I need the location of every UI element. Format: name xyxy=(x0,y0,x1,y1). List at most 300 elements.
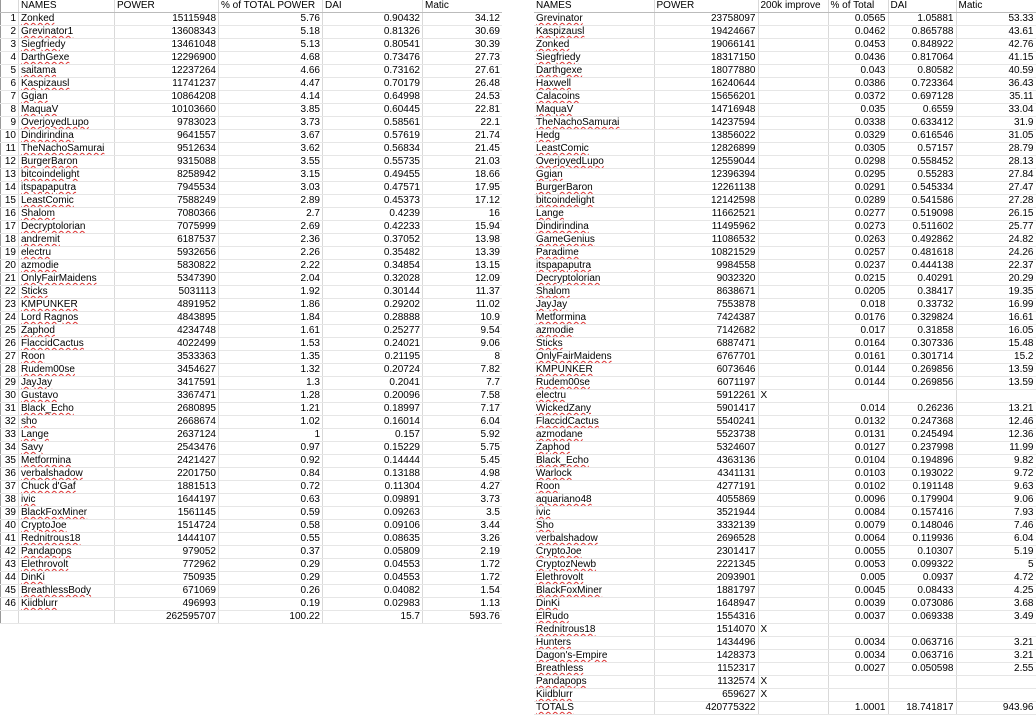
value-cell[interactable]: 1.28 xyxy=(219,390,323,403)
value-cell[interactable]: 3533363 xyxy=(115,351,219,364)
value-cell[interactable]: 27.61 xyxy=(423,65,503,78)
value-cell[interactable] xyxy=(888,676,956,689)
value-cell[interactable]: 0.0237 xyxy=(828,260,888,273)
value-cell[interactable]: 16.61 xyxy=(956,312,1036,325)
value-cell[interactable]: 17.95 xyxy=(423,182,503,195)
value-cell[interactable]: 0.519098 xyxy=(888,208,956,221)
value-cell[interactable]: 3367471 xyxy=(115,390,219,403)
value-cell[interactable]: 4.98 xyxy=(423,468,503,481)
value-cell[interactable]: 43.61 xyxy=(956,26,1036,39)
value-cell[interactable]: 3.5 xyxy=(423,507,503,520)
value-cell[interactable]: 2301417 xyxy=(654,546,758,559)
row-number[interactable]: 4 xyxy=(1,52,19,65)
value-cell[interactable]: 0.558452 xyxy=(888,156,956,169)
value-cell[interactable]: 0.29 xyxy=(219,559,323,572)
value-cell[interactable]: 15.94 xyxy=(423,221,503,234)
row-number[interactable]: 16 xyxy=(1,208,19,221)
value-cell[interactable]: 0.60445 xyxy=(323,104,423,117)
value-cell[interactable]: 1.61 xyxy=(219,325,323,338)
value-cell[interactable] xyxy=(758,520,828,533)
value-cell[interactable]: 0.0263 xyxy=(828,234,888,247)
column-header[interactable] xyxy=(1,0,19,13)
value-cell[interactable]: 12237264 xyxy=(115,65,219,78)
name-cell[interactable]: TheNachoSamurai xyxy=(534,117,654,130)
row-number[interactable]: 5 xyxy=(1,65,19,78)
value-cell[interactable]: 4.14 xyxy=(219,91,323,104)
value-cell[interactable]: 0.0289 xyxy=(828,195,888,208)
value-cell[interactable]: 15.7 xyxy=(323,611,423,624)
value-cell[interactable] xyxy=(758,286,828,299)
value-cell[interactable]: 11.37 xyxy=(423,286,503,299)
row-number[interactable]: 19 xyxy=(1,247,19,260)
value-cell[interactable]: 21.45 xyxy=(423,143,503,156)
value-cell[interactable]: 0.58 xyxy=(219,520,323,533)
value-cell[interactable]: 0.18997 xyxy=(323,403,423,416)
value-cell[interactable] xyxy=(828,390,888,403)
value-cell[interactable]: 1.92 xyxy=(219,286,323,299)
value-cell[interactable]: 0.0277 xyxy=(828,208,888,221)
value-cell[interactable]: 4891952 xyxy=(115,299,219,312)
value-cell[interactable]: 0.73476 xyxy=(323,52,423,65)
value-cell[interactable] xyxy=(758,182,828,195)
value-cell[interactable]: 0.0079 xyxy=(828,520,888,533)
name-cell[interactable]: Gustavo xyxy=(19,390,115,403)
value-cell[interactable]: 16240644 xyxy=(654,78,758,91)
value-cell[interactable]: 19066141 xyxy=(654,39,758,52)
value-cell[interactable]: 0.24021 xyxy=(323,338,423,351)
value-cell[interactable] xyxy=(758,429,828,442)
row-number[interactable]: 44 xyxy=(1,572,19,585)
value-cell[interactable]: 1.84 xyxy=(219,312,323,325)
value-cell[interactable] xyxy=(758,39,828,52)
value-cell[interactable]: 0.0034 xyxy=(828,637,888,650)
value-cell[interactable]: 5901417 xyxy=(654,403,758,416)
value-cell[interactable]: 24.26 xyxy=(956,247,1036,260)
value-cell[interactable] xyxy=(828,624,888,637)
value-cell[interactable]: 2421427 xyxy=(115,455,219,468)
value-cell[interactable] xyxy=(758,533,828,546)
value-cell[interactable]: 0.26 xyxy=(219,585,323,598)
value-cell[interactable]: X xyxy=(758,624,828,637)
value-cell[interactable]: 26.15 xyxy=(956,208,1036,221)
value-cell[interactable]: 1561145 xyxy=(115,507,219,520)
value-cell[interactable]: 593.76 xyxy=(423,611,503,624)
name-cell[interactable]: saitama xyxy=(19,65,115,78)
value-cell[interactable]: 0.194896 xyxy=(888,455,956,468)
value-cell[interactable]: 20.29 xyxy=(956,273,1036,286)
value-cell[interactable] xyxy=(828,689,888,702)
name-cell[interactable]: Dagon's-Empire xyxy=(534,650,654,663)
value-cell[interactable]: 0.193022 xyxy=(888,468,956,481)
value-cell[interactable]: 0.0295 xyxy=(828,169,888,182)
value-cell[interactable]: 9.06 xyxy=(423,338,503,351)
value-cell[interactable]: 8 xyxy=(423,351,503,364)
name-cell[interactable]: CryptozNewb xyxy=(534,559,654,572)
value-cell[interactable]: 0.0131 xyxy=(828,429,888,442)
value-cell[interactable]: 14716948 xyxy=(654,104,758,117)
value-cell[interactable] xyxy=(758,663,828,676)
value-cell[interactable]: 0.57619 xyxy=(323,130,423,143)
value-cell[interactable]: 4055869 xyxy=(654,494,758,507)
name-cell[interactable]: Kiidblurr xyxy=(534,689,654,702)
value-cell[interactable]: 9.63 xyxy=(956,481,1036,494)
row-number[interactable]: 30 xyxy=(1,390,19,403)
value-cell[interactable]: 6767701 xyxy=(654,351,758,364)
value-cell[interactable]: 10821529 xyxy=(654,247,758,260)
name-cell[interactable]: OnlyFairMaidens xyxy=(534,351,654,364)
value-cell[interactable]: 0.050598 xyxy=(888,663,956,676)
value-cell[interactable]: 0.90432 xyxy=(323,13,423,26)
value-cell[interactable]: 24.53 xyxy=(423,91,503,104)
name-cell[interactable]: TOTALS xyxy=(534,702,654,715)
row-number[interactable]: 34 xyxy=(1,442,19,455)
value-cell[interactable]: 0.20724 xyxy=(323,364,423,377)
value-cell[interactable] xyxy=(758,338,828,351)
name-cell[interactable]: Rudem00se xyxy=(534,377,654,390)
value-cell[interactable]: 0.848922 xyxy=(888,39,956,52)
value-cell[interactable]: 0.04553 xyxy=(323,559,423,572)
value-cell[interactable]: 12142598 xyxy=(654,195,758,208)
row-number[interactable]: 29 xyxy=(1,377,19,390)
name-cell[interactable]: Chuck d'Gaf xyxy=(19,481,115,494)
value-cell[interactable]: 0.545334 xyxy=(888,182,956,195)
value-cell[interactable] xyxy=(758,598,828,611)
value-cell[interactable]: 5540241 xyxy=(654,416,758,429)
value-cell[interactable]: 0.0103 xyxy=(828,468,888,481)
value-cell[interactable]: 5.75 xyxy=(423,442,503,455)
value-cell[interactable]: 1132574 xyxy=(654,676,758,689)
value-cell[interactable]: 0.0161 xyxy=(828,351,888,364)
value-cell[interactable]: 1434496 xyxy=(654,637,758,650)
value-cell[interactable]: 9.82 xyxy=(956,455,1036,468)
value-cell[interactable]: 7553878 xyxy=(654,299,758,312)
row-number[interactable] xyxy=(1,611,19,624)
value-cell[interactable]: 9.06 xyxy=(956,494,1036,507)
value-cell[interactable]: 0.0386 xyxy=(828,78,888,91)
column-header[interactable]: Matic xyxy=(423,0,503,13)
value-cell[interactable]: 9783023 xyxy=(115,117,219,130)
value-cell[interactable]: 0.15229 xyxy=(323,442,423,455)
value-cell[interactable]: 0.157416 xyxy=(888,507,956,520)
name-cell[interactable]: Elethrovolt xyxy=(19,559,115,572)
value-cell[interactable]: 0.09263 xyxy=(323,507,423,520)
value-cell[interactable] xyxy=(758,247,828,260)
value-cell[interactable]: 42.76 xyxy=(956,39,1036,52)
value-cell[interactable]: 7945534 xyxy=(115,182,219,195)
value-cell[interactable]: 0.38417 xyxy=(888,286,956,299)
value-cell[interactable]: 33.04 xyxy=(956,104,1036,117)
value-cell[interactable]: 22.37 xyxy=(956,260,1036,273)
value-cell[interactable]: 0.16014 xyxy=(323,416,423,429)
name-cell[interactable]: azmodane xyxy=(534,429,654,442)
name-cell[interactable]: sho xyxy=(19,416,115,429)
value-cell[interactable]: 15.2 xyxy=(956,351,1036,364)
value-cell[interactable]: 0.0329 xyxy=(828,130,888,143)
name-cell[interactable]: ElRudo xyxy=(534,611,654,624)
value-cell[interactable]: 0.97 xyxy=(219,442,323,455)
value-cell[interactable] xyxy=(758,65,828,78)
value-cell[interactable]: 0.05809 xyxy=(323,546,423,559)
row-number[interactable]: 13 xyxy=(1,169,19,182)
name-cell[interactable]: Rednitrous18 xyxy=(19,533,115,546)
value-cell[interactable] xyxy=(758,377,828,390)
value-cell[interactable]: 0.26236 xyxy=(888,403,956,416)
row-number[interactable]: 27 xyxy=(1,351,19,364)
value-cell[interactable]: 8638671 xyxy=(654,286,758,299)
value-cell[interactable]: 1.72 xyxy=(423,572,503,585)
value-cell[interactable]: 0.31858 xyxy=(888,325,956,338)
value-cell[interactable]: 0.72 xyxy=(219,481,323,494)
name-cell[interactable]: OverjoyedLupo xyxy=(534,156,654,169)
name-cell[interactable]: Siegfriedy xyxy=(534,52,654,65)
value-cell[interactable]: 750935 xyxy=(115,572,219,585)
value-cell[interactable]: 8258942 xyxy=(115,169,219,182)
name-cell[interactable]: Dindirindina xyxy=(19,130,115,143)
value-cell[interactable] xyxy=(758,455,828,468)
name-cell[interactable]: BlackFoxMiner xyxy=(534,585,654,598)
value-cell[interactable] xyxy=(828,676,888,689)
value-cell[interactable]: 3332139 xyxy=(654,520,758,533)
value-cell[interactable] xyxy=(758,611,828,624)
value-cell[interactable]: 12296900 xyxy=(115,52,219,65)
name-cell[interactable]: azmodie xyxy=(19,260,115,273)
value-cell[interactable]: 14237594 xyxy=(654,117,758,130)
name-cell[interactable]: bitcoindelight xyxy=(19,169,115,182)
value-cell[interactable]: 0.0215 xyxy=(828,273,888,286)
value-cell[interactable] xyxy=(758,117,828,130)
value-cell[interactable]: 2201750 xyxy=(115,468,219,481)
value-cell[interactable]: 0.157 xyxy=(323,429,423,442)
column-header[interactable]: % of TOTAL POWER xyxy=(219,0,323,13)
row-number[interactable]: 2 xyxy=(1,26,19,39)
row-number[interactable]: 9 xyxy=(1,117,19,130)
value-cell[interactable]: 0.017 xyxy=(828,325,888,338)
value-cell[interactable]: 5031113 xyxy=(115,286,219,299)
value-cell[interactable]: 2.04 xyxy=(219,273,323,286)
name-cell[interactable]: WickedZany xyxy=(534,403,654,416)
row-number[interactable]: 36 xyxy=(1,468,19,481)
value-cell[interactable]: 0.063716 xyxy=(888,637,956,650)
value-cell[interactable] xyxy=(758,494,828,507)
row-number[interactable]: 1 xyxy=(1,13,19,26)
value-cell[interactable]: 3.03 xyxy=(219,182,323,195)
value-cell[interactable]: 0.0102 xyxy=(828,481,888,494)
name-cell[interactable]: ivic xyxy=(19,494,115,507)
name-cell[interactable]: Haxwell xyxy=(534,78,654,91)
value-cell[interactable]: 6073646 xyxy=(654,364,758,377)
value-cell[interactable]: 0.59 xyxy=(219,507,323,520)
value-cell[interactable]: 0.30144 xyxy=(323,286,423,299)
value-cell[interactable]: 5932656 xyxy=(115,247,219,260)
value-cell[interactable] xyxy=(758,325,828,338)
value-cell[interactable]: 2093901 xyxy=(654,572,758,585)
value-cell[interactable]: 13856022 xyxy=(654,130,758,143)
value-cell[interactable]: 0.179904 xyxy=(888,494,956,507)
value-cell[interactable]: 0.04553 xyxy=(323,572,423,585)
value-cell[interactable]: 3.21 xyxy=(956,637,1036,650)
value-cell[interactable]: 0.55 xyxy=(219,533,323,546)
value-cell[interactable]: 4022499 xyxy=(115,338,219,351)
value-cell[interactable]: 16.99 xyxy=(956,299,1036,312)
value-cell[interactable] xyxy=(758,195,828,208)
value-cell[interactable]: 0.005 xyxy=(828,572,888,585)
value-cell[interactable]: 7080366 xyxy=(115,208,219,221)
value-cell[interactable]: 12826899 xyxy=(654,143,758,156)
row-number[interactable]: 15 xyxy=(1,195,19,208)
value-cell[interactable] xyxy=(758,273,828,286)
name-cell[interactable]: Decryptolorian xyxy=(534,273,654,286)
name-cell[interactable]: Sticks xyxy=(534,338,654,351)
value-cell[interactable] xyxy=(758,481,828,494)
name-cell[interactable]: CryptoJoe xyxy=(19,520,115,533)
value-cell[interactable]: 2.69 xyxy=(219,221,323,234)
value-cell[interactable]: 10103660 xyxy=(115,104,219,117)
value-cell[interactable]: 3521944 xyxy=(654,507,758,520)
value-cell[interactable]: 7142682 xyxy=(654,325,758,338)
value-cell[interactable]: 19.35 xyxy=(956,286,1036,299)
value-cell[interactable] xyxy=(758,442,828,455)
name-cell[interactable]: LeastComic xyxy=(534,143,654,156)
value-cell[interactable]: 26.48 xyxy=(423,78,503,91)
value-cell[interactable]: 1.21 xyxy=(219,403,323,416)
value-cell[interactable]: 7.46 xyxy=(956,520,1036,533)
name-cell[interactable]: Lange xyxy=(534,208,654,221)
value-cell[interactable]: 0.47571 xyxy=(323,182,423,195)
value-cell[interactable]: 36.43 xyxy=(956,78,1036,91)
value-cell[interactable] xyxy=(758,572,828,585)
value-cell[interactable] xyxy=(758,234,828,247)
value-cell[interactable] xyxy=(758,312,828,325)
row-number[interactable]: 10 xyxy=(1,130,19,143)
value-cell[interactable]: 21.03 xyxy=(423,156,503,169)
value-cell[interactable]: 7.82 xyxy=(423,364,503,377)
value-cell[interactable]: 0.014 xyxy=(828,403,888,416)
value-cell[interactable]: 3417591 xyxy=(115,377,219,390)
column-header[interactable]: Matic xyxy=(956,0,1036,13)
value-cell[interactable] xyxy=(758,299,828,312)
value-cell[interactable]: 9315088 xyxy=(115,156,219,169)
value-cell[interactable]: 0.018 xyxy=(828,299,888,312)
name-cell[interactable]: itspapaputra xyxy=(19,182,115,195)
name-cell[interactable]: electru xyxy=(19,247,115,260)
value-cell[interactable]: 5523738 xyxy=(654,429,758,442)
value-cell[interactable]: 0.616546 xyxy=(888,130,956,143)
value-cell[interactable]: 0.92 xyxy=(219,455,323,468)
value-cell[interactable]: 0.25277 xyxy=(323,325,423,338)
value-cell[interactable] xyxy=(758,169,828,182)
value-cell[interactable]: 11086532 xyxy=(654,234,758,247)
row-number[interactable]: 32 xyxy=(1,416,19,429)
name-cell[interactable]: Decryptolorian xyxy=(19,221,115,234)
row-number[interactable]: 7 xyxy=(1,91,19,104)
value-cell[interactable]: 3.85 xyxy=(219,104,323,117)
value-cell[interactable]: 0.099322 xyxy=(888,559,956,572)
value-cell[interactable]: 0.0104 xyxy=(828,455,888,468)
value-cell[interactable]: 0.269856 xyxy=(888,377,956,390)
value-cell[interactable]: 22.81 xyxy=(423,104,503,117)
value-cell[interactable]: 0.541586 xyxy=(888,195,956,208)
value-cell[interactable] xyxy=(758,260,828,273)
value-cell[interactable]: 9.72 xyxy=(956,468,1036,481)
value-cell[interactable]: 0.09891 xyxy=(323,494,423,507)
value-cell[interactable]: 7.17 xyxy=(423,403,503,416)
value-cell[interactable]: 4.47 xyxy=(219,78,323,91)
value-cell[interactable]: 4843895 xyxy=(115,312,219,325)
value-cell[interactable]: 7.58 xyxy=(423,390,503,403)
value-cell[interactable]: 2.55 xyxy=(956,663,1036,676)
value-cell[interactable]: 21.74 xyxy=(423,130,503,143)
value-cell[interactable]: 0.21195 xyxy=(323,351,423,364)
value-cell[interactable]: 11495962 xyxy=(654,221,758,234)
value-cell[interactable]: 0.0037 xyxy=(828,611,888,624)
value-cell[interactable]: 5.76 xyxy=(219,13,323,26)
value-cell[interactable]: 0.08635 xyxy=(323,533,423,546)
value-cell[interactable]: 0.42233 xyxy=(323,221,423,234)
value-cell[interactable]: 0.269856 xyxy=(888,364,956,377)
row-number[interactable]: 26 xyxy=(1,338,19,351)
value-cell[interactable]: 0.0084 xyxy=(828,507,888,520)
value-cell[interactable]: 0.0298 xyxy=(828,156,888,169)
value-cell[interactable]: 0.32028 xyxy=(323,273,423,286)
value-cell[interactable]: 3.55 xyxy=(219,156,323,169)
value-cell[interactable]: 0.247368 xyxy=(888,416,956,429)
value-cell[interactable]: 0.13188 xyxy=(323,468,423,481)
value-cell[interactable]: 1554316 xyxy=(654,611,758,624)
value-cell[interactable]: 0.697128 xyxy=(888,91,956,104)
name-cell[interactable]: BreathlessBody xyxy=(19,585,115,598)
value-cell[interactable]: 0.492862 xyxy=(888,234,956,247)
value-cell[interactable]: 0.6559 xyxy=(888,104,956,117)
row-number[interactable]: 46 xyxy=(1,598,19,611)
name-cell[interactable]: Kaspizausl xyxy=(19,78,115,91)
value-cell[interactable]: 0.0039 xyxy=(828,598,888,611)
value-cell[interactable]: 0.0053 xyxy=(828,559,888,572)
value-cell[interactable]: 0.09106 xyxy=(323,520,423,533)
value-cell[interactable]: 6.04 xyxy=(423,416,503,429)
value-cell[interactable]: 13.15 xyxy=(423,260,503,273)
value-cell[interactable]: 0.0257 xyxy=(828,247,888,260)
name-cell[interactable]: BlackFoxMiner xyxy=(19,507,115,520)
row-number[interactable]: 37 xyxy=(1,481,19,494)
name-cell[interactable]: Black_Echo xyxy=(534,455,654,468)
value-cell[interactable]: 0.35482 xyxy=(323,247,423,260)
value-cell[interactable]: 0.865788 xyxy=(888,26,956,39)
value-cell[interactable]: 0.148046 xyxy=(888,520,956,533)
value-cell[interactable] xyxy=(758,546,828,559)
value-cell[interactable]: 4.27 xyxy=(423,481,503,494)
value-cell[interactable]: 2.7 xyxy=(219,208,323,221)
value-cell[interactable]: 2696528 xyxy=(654,533,758,546)
value-cell[interactable]: 27.47 xyxy=(956,182,1036,195)
name-cell[interactable]: Ggian xyxy=(19,91,115,104)
value-cell[interactable]: 2221345 xyxy=(654,559,758,572)
name-cell[interactable] xyxy=(19,611,115,624)
value-cell[interactable]: 10.9 xyxy=(423,312,503,325)
value-cell[interactable]: 53.33 xyxy=(956,13,1036,26)
value-cell[interactable]: 24.82 xyxy=(956,234,1036,247)
value-cell[interactable]: 3.68 xyxy=(956,598,1036,611)
value-cell[interactable]: 0.0436 xyxy=(828,52,888,65)
row-number[interactable]: 38 xyxy=(1,494,19,507)
value-cell[interactable]: 3.15 xyxy=(219,169,323,182)
column-header[interactable]: POWER xyxy=(115,0,219,13)
value-cell[interactable]: 0.37 xyxy=(219,546,323,559)
value-cell[interactable]: 0.57157 xyxy=(888,143,956,156)
value-cell[interactable] xyxy=(888,390,956,403)
value-cell[interactable]: 0.80582 xyxy=(888,65,956,78)
value-cell[interactable] xyxy=(758,130,828,143)
value-cell[interactable]: 4277191 xyxy=(654,481,758,494)
